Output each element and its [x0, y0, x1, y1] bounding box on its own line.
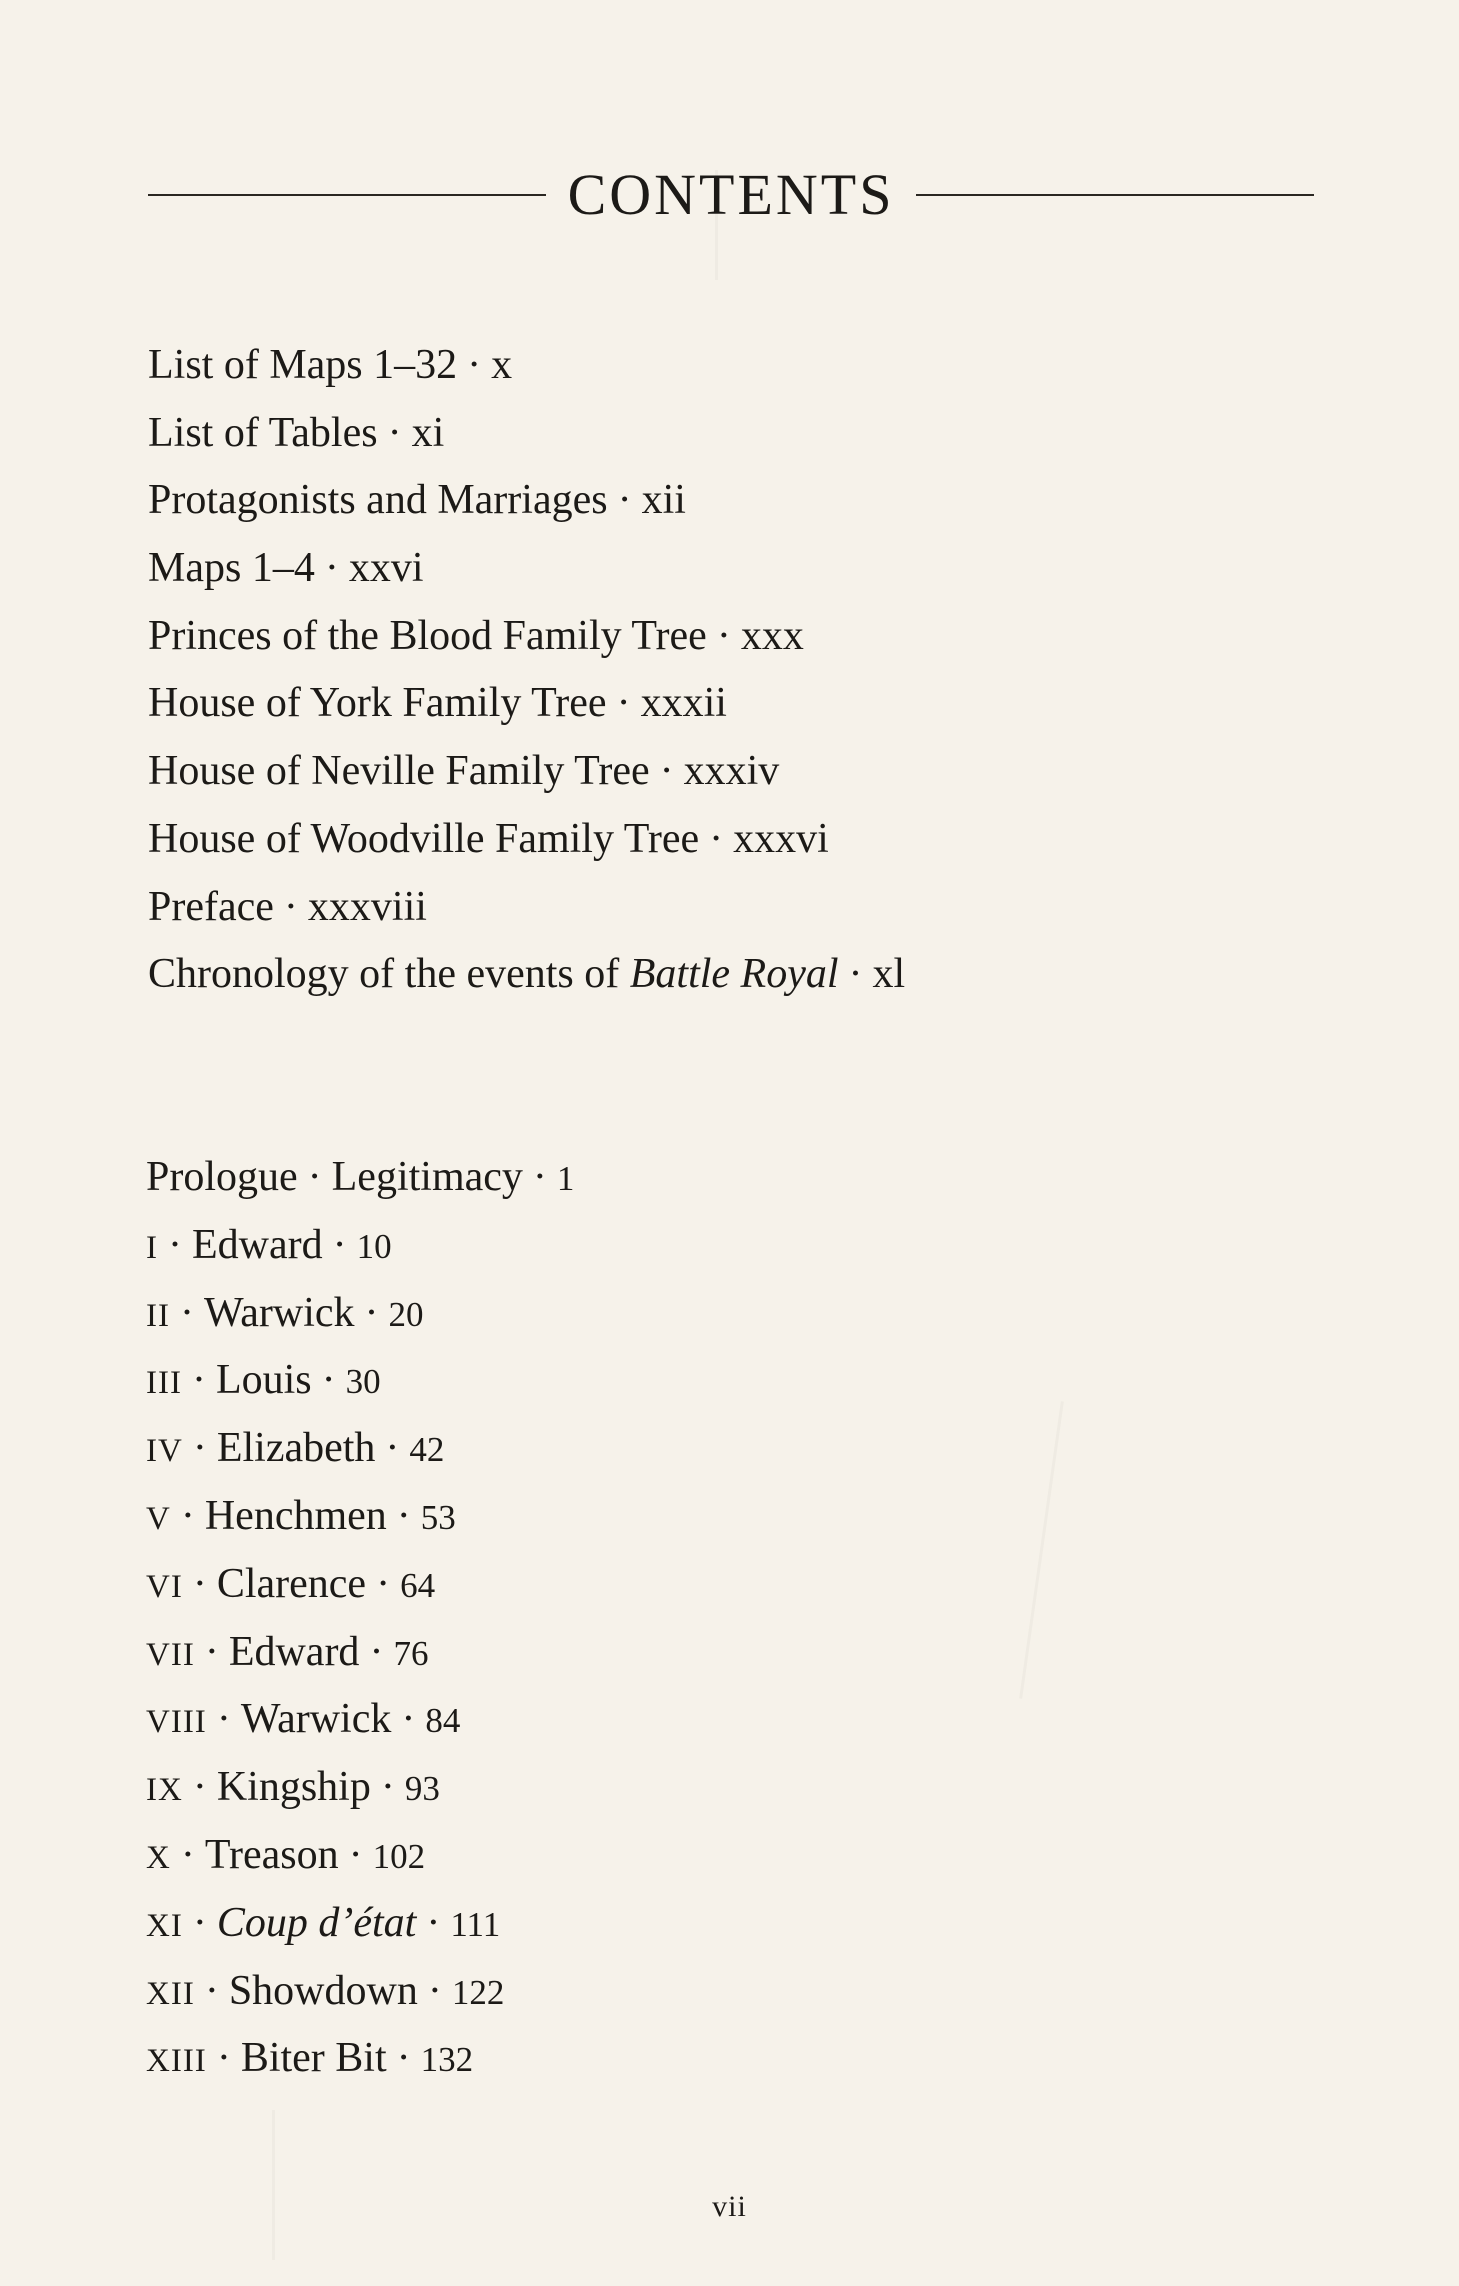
separator-dot: · [307, 1154, 322, 1200]
contents-header [148, 160, 1314, 230]
chapter-title: Edward [192, 1221, 323, 1268]
entry-title: List of Maps 1–32 [148, 342, 458, 388]
chapter-title: Louis [215, 1357, 312, 1404]
chapter-page: 111 [450, 1904, 501, 1944]
chapter-entry [146, 1483, 1246, 1551]
chapter-entry [146, 1754, 1246, 1822]
chapter-page: 30 [345, 1362, 381, 1402]
chapter-title: Kingship [216, 1764, 371, 1811]
chapter-page: 102 [372, 1836, 426, 1876]
chapter-number: I [146, 1229, 158, 1266]
contents-entry [148, 941, 1248, 1009]
chapter-entry [146, 1686, 1246, 1754]
chapter-page: 76 [393, 1633, 429, 1673]
chapter-entry [146, 1415, 1246, 1483]
entry-page: xxvi [348, 545, 424, 592]
chapter-title: Warwick [240, 1696, 392, 1743]
chapter-page: 93 [404, 1769, 440, 1809]
chapter-number: II [146, 1297, 170, 1334]
separator-dot: · [348, 1831, 363, 1878]
contents-entry [148, 806, 1248, 874]
separator-dot: · [321, 1357, 336, 1404]
separator-dot: · [380, 1764, 395, 1811]
entry-title: Princes of the Blood Family Tree [148, 612, 707, 659]
separator-dot: · [426, 1899, 441, 1946]
separator-dot: · [387, 409, 402, 456]
chapter-number: IV [146, 1433, 183, 1470]
separator-dot: · [192, 1899, 207, 1946]
chapter-entry [146, 1890, 1246, 1958]
separator-dot: · [848, 951, 863, 998]
page-title: CONTENTS [567, 162, 895, 227]
bleed-through-mark [272, 2110, 275, 2260]
chapter-entry [146, 2025, 1246, 2093]
chapter-number: VI [146, 1568, 183, 1605]
chapter-number: XIII [146, 2043, 207, 2080]
contents-entry [148, 535, 1248, 603]
separator-dot: · [283, 883, 298, 930]
chapter-number: V [146, 1500, 171, 1537]
separator-dot: · [385, 1425, 400, 1472]
entry-page: xxxiv [683, 748, 780, 795]
separator-dot: · [179, 1289, 194, 1336]
chapter-page: 84 [425, 1701, 461, 1741]
chapter-page: 122 [451, 1972, 505, 2012]
entry-page: xxxvi [733, 815, 829, 862]
chapter-entry [146, 1280, 1246, 1348]
chapter-title: Edward [228, 1628, 360, 1675]
chapter-title: Warwick [203, 1289, 355, 1336]
chapter-entry [146, 1619, 1246, 1687]
separator-dot: · [659, 748, 674, 795]
header-rule-right [916, 194, 1314, 196]
entry-page: xi [411, 409, 445, 456]
header-rule-left [148, 194, 546, 196]
prologue-page: 1 [556, 1159, 575, 1198]
chapter-entry [146, 1822, 1246, 1890]
chapter-title: Showdown [228, 1967, 418, 2014]
chapter-title: Treason [204, 1831, 339, 1878]
entry-title: House of Neville Family Tree [148, 748, 650, 795]
separator-dot: · [369, 1628, 384, 1675]
chapter-page: 64 [400, 1565, 436, 1605]
separator-dot: · [616, 680, 631, 727]
separator-dot: · [180, 1831, 195, 1878]
chapter-number: IX [146, 1772, 183, 1809]
chapter-number: X [146, 1839, 171, 1876]
prologue-label: Prologue [146, 1154, 298, 1200]
separator-dot: · [396, 1492, 411, 1539]
chapter-number: XI [146, 1907, 183, 1944]
separator-dot: · [168, 1221, 182, 1268]
prologue-entry [146, 1144, 1246, 1212]
entry-title: Maps 1–4 [148, 545, 315, 592]
chapter-title: Elizabeth [216, 1425, 376, 1472]
prologue-title: Legitimacy [331, 1154, 523, 1200]
contents-entry [148, 332, 1248, 400]
separator-dot: · [191, 1357, 206, 1404]
chapter-title: Clarence [216, 1560, 367, 1607]
chapter-entry [146, 1347, 1246, 1415]
entry-page: xxxii [640, 680, 727, 727]
entry-title: House of Woodville Family Tree [148, 815, 700, 862]
chapter-list [146, 1144, 1246, 2093]
separator-dot: · [332, 1221, 347, 1268]
separator-dot: · [324, 545, 339, 592]
separator-dot: · [204, 1628, 219, 1675]
entry-title: Protagonists and Marriages [148, 477, 608, 524]
separator-dot: · [216, 1696, 231, 1743]
entry-title: House of York Family Tree [148, 680, 607, 727]
front-matter-list [148, 332, 1248, 1009]
entry-title-italic: Battle Royal [629, 951, 839, 998]
entry-title: Preface [148, 883, 274, 930]
entry-title: List of Tables [148, 409, 378, 456]
contents-entry [148, 400, 1248, 468]
separator-dot: · [192, 1764, 207, 1811]
chapter-entry [146, 1551, 1246, 1619]
chapter-page: 10 [356, 1226, 392, 1266]
separator-dot: · [192, 1425, 207, 1472]
contents-entry [148, 467, 1248, 535]
chapter-title: Henchmen [204, 1492, 387, 1539]
page-number: vii [712, 2190, 747, 2223]
separator-dot: · [709, 815, 724, 862]
entry-page: xxx [740, 612, 804, 659]
separator-dot: · [427, 1967, 442, 2014]
separator-dot: · [396, 2035, 411, 2082]
contents-entry [148, 603, 1248, 671]
chapter-entry [146, 1212, 1246, 1280]
chapter-page: 42 [409, 1430, 445, 1470]
chapter-title: Coup d’état [216, 1899, 417, 1946]
entry-page: xl [872, 951, 906, 998]
chapter-page: 132 [420, 2040, 474, 2080]
separator-dot: · [376, 1560, 391, 1607]
chapter-entry [146, 1958, 1246, 2026]
chapter-page: 20 [388, 1294, 424, 1334]
entry-page: x [491, 342, 513, 388]
entry-page: xxxviii [307, 883, 427, 930]
entry-title: Chronology of the events of [148, 951, 630, 998]
separator-dot: · [364, 1289, 379, 1336]
chapter-title: Biter Bit [240, 2035, 387, 2082]
separator-dot: · [467, 342, 482, 388]
chapter-number: VII [146, 1636, 195, 1673]
chapter-number: XII [146, 1975, 195, 2012]
chapter-number: III [146, 1365, 182, 1402]
chapter-page: 53 [420, 1497, 456, 1537]
chapter-number: VIII [146, 1704, 207, 1741]
separator-dot: · [192, 1560, 207, 1607]
contents-entry [148, 738, 1248, 806]
separator-dot: · [204, 1967, 219, 2014]
contents-entry [148, 670, 1248, 738]
separator-dot: · [180, 1492, 195, 1539]
entry-page: xii [641, 477, 686, 524]
separator-dot: · [532, 1154, 547, 1200]
separator-dot: · [617, 477, 632, 524]
separator-dot: · [216, 2035, 231, 2082]
separator-dot: · [716, 612, 731, 659]
contents-entry [148, 874, 1248, 942]
separator-dot: · [401, 1696, 416, 1743]
